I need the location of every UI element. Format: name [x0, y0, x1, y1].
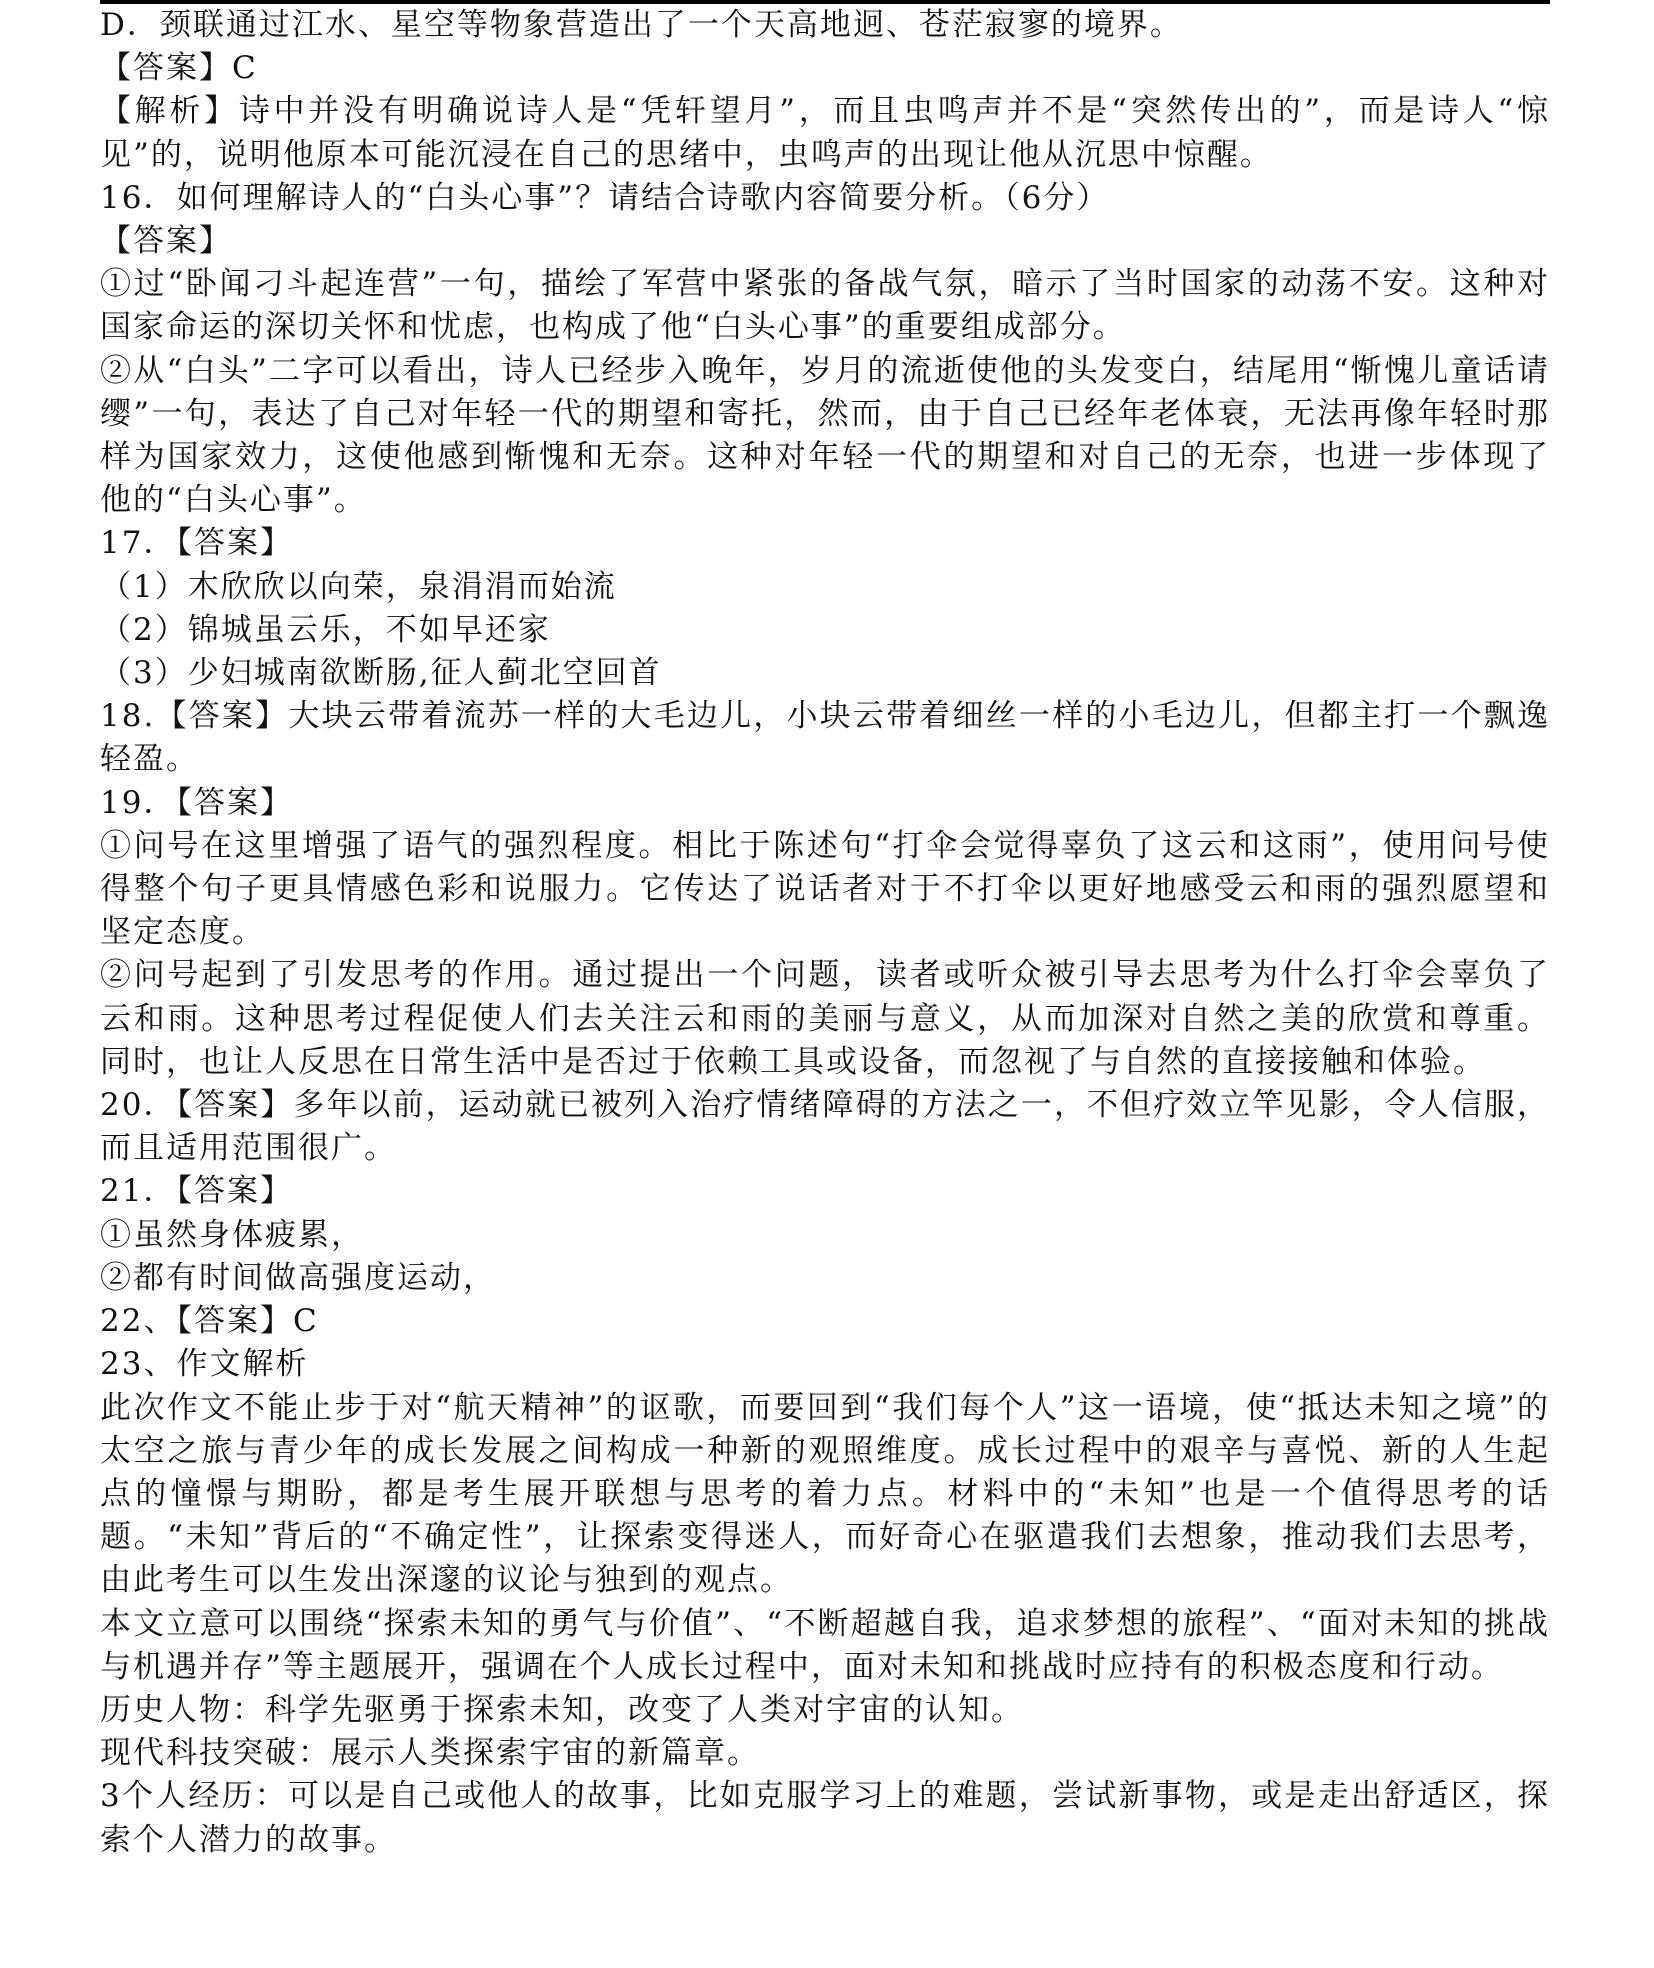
- q23-example-personal: 3个人经历：可以是自己或他人的故事，比如克服学习上的难题，尝试新事物，或是走出舒适区，探索个人潜力的故事。: [100, 1778, 1550, 1858]
- q16-question: 16．如何理解诗人的“白头心事”？请结合诗歌内容简要分析。（6分）: [100, 179, 1110, 216]
- q23-heading: 23、作文解析: [100, 1346, 309, 1383]
- q17-answer-heading: 17．【答案】: [100, 525, 293, 562]
- q15-answer: 【答案】C: [100, 50, 258, 87]
- q19-answer-point-1: ①问号在这里增强了语气的强烈程度。相比于陈述句“打伞会觉得辜负了这云和这雨”，使用问号使得整个句子更具情感色彩和说服力。它传达了说话者对于不打伞以更好地感受云和雨的强烈愿望和坚定态度。: [100, 827, 1550, 951]
- q17-answer-2: （2）锦城虽云乐，不如早还家: [100, 611, 551, 648]
- q21-answer-1: ①虽然身体疲累，: [100, 1216, 364, 1253]
- q18-answer: 18.【答案】大块云带着流苏一样的大毛边儿，小块云带着细丝一样的小毛边儿，但都主打一个飘逸轻盈。: [100, 698, 1550, 778]
- q16-answer-heading: 【答案】: [100, 223, 232, 260]
- q21-answer-heading: 21．【答案】: [100, 1173, 293, 1210]
- q20-answer: 20．【答案】多年以前，运动就已被列入治疗情绪障碍的方法之一，不但疗效立竿见影，令人信服，而且适用范围很广。: [100, 1087, 1550, 1167]
- q23-example-technology: 现代科技突破：展示人类探索宇宙的新篇章。: [100, 1735, 760, 1772]
- q23-paragraph-2: 本文立意可以围绕“探索未知的勇气与价值”、“不断超越自我，追求梦想的旅程”、“面对未知的挑战与机遇并存”等主题展开，强调在个人成长过程中，面对未知和挑战时应持有的积极态度和行动。: [100, 1605, 1550, 1685]
- q23-paragraph-1: 此次作文不能止步于对“航天精神”的讴歌，而要回到“我们每个人”这一语境，使“抵达未知之境”的太空之旅与青少年的成长发展之间构成一种新的观照维度。成长过程中的艰辛与喜悦、新的人生起点的憧憬与期盼，都是考生展开联想与思考的着力点。材料中的“未知”也是一个值得思考的话题。“未知”背后的“不确定性”，让探索变得迷人，而好奇心在驱遣我们去想象，推动我们去思考，由此考生可以生发出深邃的议论与独到的观点。: [100, 1389, 1550, 1599]
- q19-answer-heading: 19．【答案】: [100, 784, 293, 821]
- q16-answer-point-1: ①过“卧闻刁斗起连营”一句，描绘了军营中紧张的备战气氛，暗示了当时国家的动荡不安。这种对国家命运的深切关怀和忧虑，也构成了他“白头心事”的重要组成部分。: [100, 266, 1550, 346]
- q17-answer-3: （3）少妇城南欲断肠,征人蓟北空回首: [100, 655, 662, 692]
- q16-answer-point-2: ②从“白头”二字可以看出，诗人已经步入晚年，岁月的流逝使他的头发变白，结尾用“惭愧儿童话请缨”一句，表达了自己对年轻一代的期望和寄托，然而，由于自己已经年老体衰，无法再像年轻时那样为国家效力，这使他感到惭愧和无奈。这种对年轻一代的期望和对自己的无奈，也进一步体现了他的“白头心事”。: [100, 352, 1550, 519]
- q22-answer: 22、【答案】C: [100, 1303, 319, 1340]
- q19-answer-point-2: ②问号起到了引发思考的作用。通过提出一个问题，读者或听众被引导去思考为什么打伞会辜负了云和雨。这种思考过程促使人们去关注云和雨的美丽与意义，从而加深对自然之美的欣赏和尊重。同时，也让人反思在日常生活中是否过于依赖工具或设备，而忽视了与自然的直接接触和体验。: [100, 957, 1550, 1080]
- option-d-line: D．颈联通过江水、星空等物象营造出了一个天高地迥、苍茫寂寥的境界。: [100, 7, 1183, 43]
- q23-example-history: 历史人物：科学先驱勇于探索未知，改变了人类对宇宙的认知。: [100, 1691, 1024, 1728]
- document-body: [100, 4, 1550, 1862]
- q17-answer-1: （1）木欣欣以向荣，泉涓涓而始流: [100, 568, 617, 605]
- q15-analysis: 【解析】诗中并没有明确说诗人是“凭轩望月”，而且虫鸣声并不是“突然传出的”，而是诗人“惊见”的，说明他原本可能沉浸在自己的思绪中，虫鸣声的出现让他从沉思中惊醒。: [100, 93, 1550, 173]
- q21-answer-2: ②都有时间做高强度运动，: [100, 1259, 496, 1296]
